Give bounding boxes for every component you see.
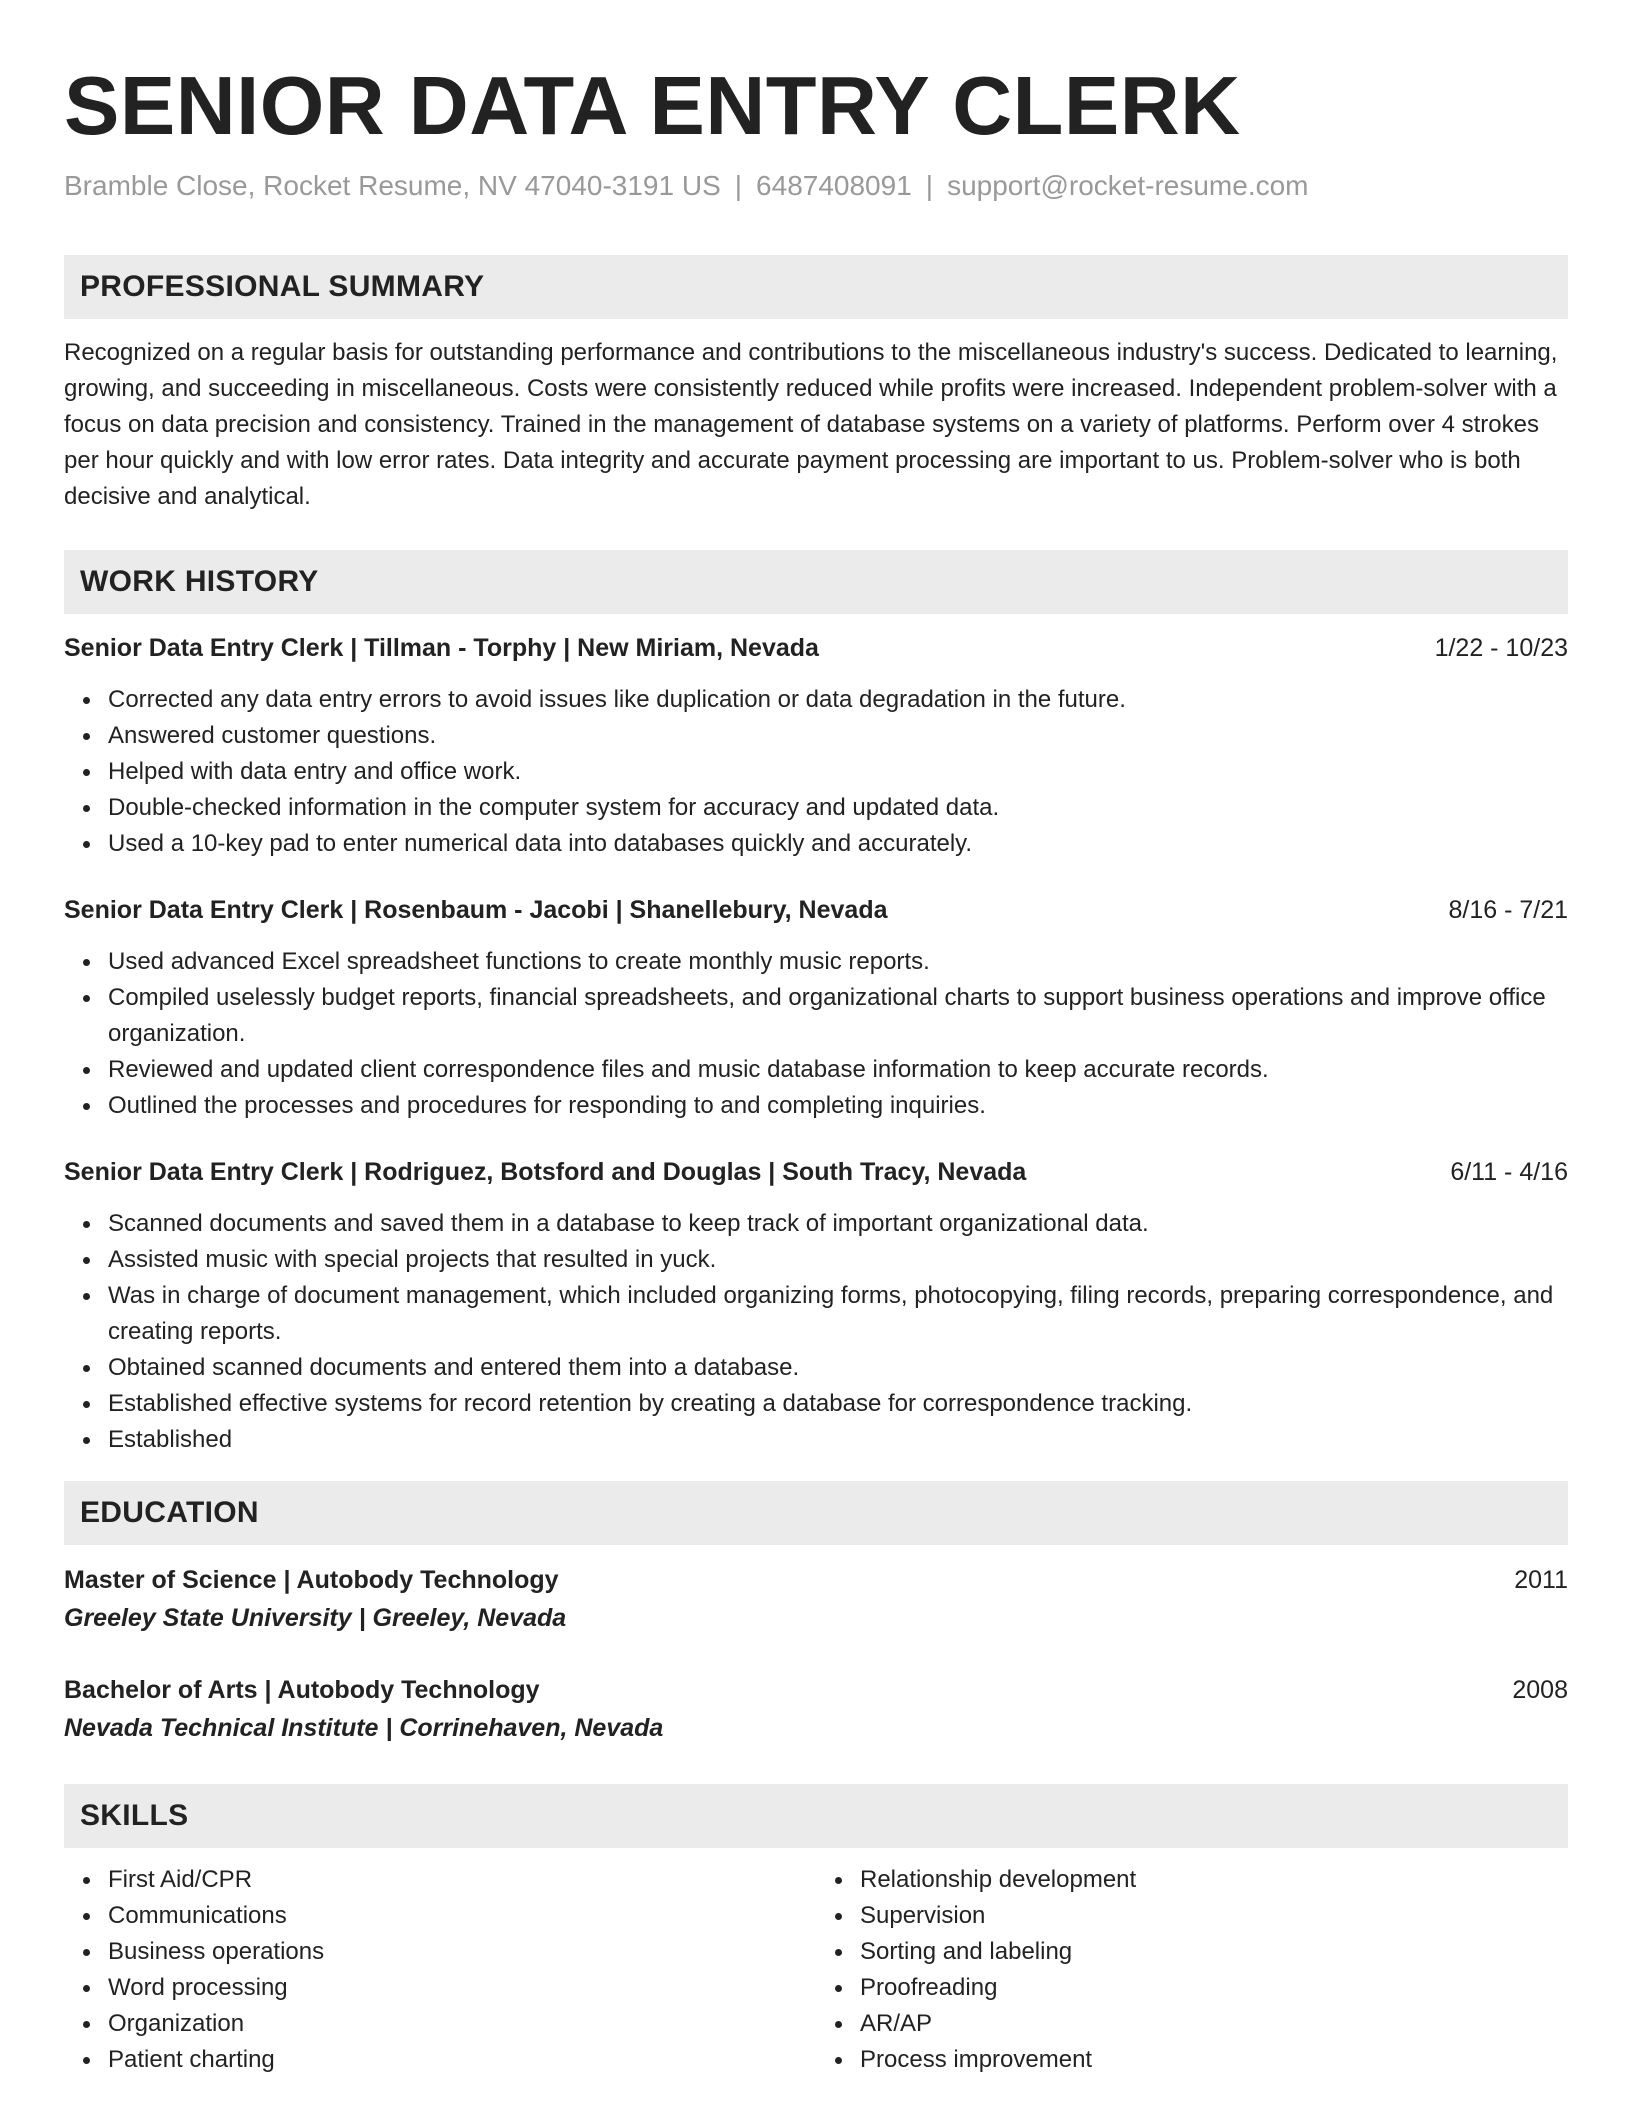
job-bullets <box>64 1206 1568 1458</box>
job-bullets <box>64 944 1568 1124</box>
job-bullet: Compiled uselessly budget reports, financial spreadsheets, and organizational charts to support business operations and improve office organization. <box>108 980 1568 1052</box>
contact-phone: 6487408091 <box>756 170 912 201</box>
job-title: Senior Data Entry Clerk | Rodriguez, Botsford and Douglas | South Tracy, Nevada <box>64 1158 1027 1186</box>
section-header-education: EDUCATION <box>64 1481 1568 1545</box>
job-header <box>64 892 1568 928</box>
skill-item: AR/AP <box>860 2006 1568 2042</box>
job-header <box>64 1154 1568 1190</box>
job-dates: 8/16 - 7/21 <box>1448 896 1568 924</box>
contact-separator: | <box>734 170 743 201</box>
skill-item: First Aid/CPR <box>108 1862 816 1898</box>
resume-name: SENIOR DATA ENTRY CLERK <box>64 59 1241 152</box>
skill-item: Patient charting <box>108 2042 816 2078</box>
job-header <box>64 630 1568 666</box>
job-bullet: Was in charge of document management, which included organizing forms, photocopying, filing records, preparing correspondence, and creating reports. <box>108 1278 1568 1350</box>
education-year: 2011 <box>1514 1566 1568 1594</box>
job-bullets <box>64 682 1568 862</box>
job-bullet: Used advanced Excel spreadsheet functions to create monthly music reports. <box>108 944 1568 980</box>
skill-item: Business operations <box>108 1934 816 1970</box>
job-bullet: Scanned documents and saved them in a database to keep track of important organizational data. <box>108 1206 1568 1242</box>
job-bullet: Answered customer questions. <box>108 718 1568 754</box>
job-bullet: Double-checked information in the computer system for accuracy and updated data. <box>108 790 1568 826</box>
job-dates: 6/11 - 4/16 <box>1450 1158 1568 1186</box>
job-bullet: Corrected any data entry errors to avoid issues like duplication or data degradation in the future. <box>108 682 1568 718</box>
education-header <box>64 1561 1568 1599</box>
summary-text: Recognized on a regular basis for outstanding performance and contributions to the miscellaneous industry's success. Dedicated to learning, growing, and succeeding in miscellaneous. Costs were consistently reduced while profits were increased. Independent problem-solver with a focus on data precision and consistency. Trained in the management of database systems on a variety of platforms. Perform over 4 strokes per hour quickly and with low error rates. Data integrity and accurate payment processing are important to us. Problem-solver who is both decisive and analytical. <box>64 339 1558 510</box>
skill-item: Process improvement <box>860 2042 1568 2078</box>
section-header-skills: SKILLS <box>64 1784 1568 1848</box>
contact-address: Bramble Close, Rocket Resume, NV 47040-3191 US <box>64 170 721 201</box>
skills-column-left <box>64 1862 816 2078</box>
skills-list <box>64 1862 1568 2078</box>
skill-item: Proofreading <box>860 1970 1568 2006</box>
job-bullet: Established <box>108 1422 1568 1458</box>
job-bullet: Assisted music with special projects that resulted in yuck. <box>108 1242 1568 1278</box>
education-header <box>64 1671 1568 1709</box>
job-entry <box>64 630 1568 862</box>
job-entry <box>64 892 1568 1124</box>
skill-item: Sorting and labeling <box>860 1934 1568 1970</box>
job-bullet: Used a 10-key pad to enter numerical data into databases quickly and accurately. <box>108 826 1568 862</box>
job-bullet: Outlined the processes and procedures for responding to and completing inquiries. <box>108 1088 1568 1124</box>
skill-item: Communications <box>108 1898 816 1934</box>
job-bullet: Established effective systems for record retention by creating a database for correspondence tracking. <box>108 1386 1568 1422</box>
job-title: Senior Data Entry Clerk | Rosenbaum - Jacobi | Shanellebury, Nevada <box>64 896 888 924</box>
job-entry <box>64 1154 1568 1458</box>
contact-separator: | <box>925 170 934 201</box>
job-bullet: Reviewed and updated client correspondence files and music database information to keep accurate records. <box>108 1052 1568 1088</box>
job-dates: 1/22 - 10/23 <box>1434 634 1568 662</box>
skill-item: Word processing <box>108 1970 816 2006</box>
job-title: Senior Data Entry Clerk | Tillman - Torphy | New Miriam, Nevada <box>64 634 819 662</box>
education-entry <box>64 1561 1568 1637</box>
job-bullet: Helped with data entry and office work. <box>108 754 1568 790</box>
contact-line <box>64 168 1568 204</box>
job-bullet: Obtained scanned documents and entered them into a database. <box>108 1350 1568 1386</box>
skill-item: Organization <box>108 2006 816 2042</box>
skill-item: Relationship development <box>860 1862 1568 1898</box>
skills-column-right <box>816 1862 1568 2078</box>
section-header-summary: PROFESSIONAL SUMMARY <box>64 255 1568 319</box>
education-year: 2008 <box>1512 1676 1568 1704</box>
section-header-work-history: WORK HISTORY <box>64 550 1568 614</box>
skill-item: Supervision <box>860 1898 1568 1934</box>
education-school: Greeley State University | Greeley, Nevada <box>64 1604 567 1632</box>
education-degree: Bachelor of Arts | Autobody Technology <box>64 1676 540 1704</box>
education-degree: Master of Science | Autobody Technology <box>64 1566 559 1594</box>
education-school: Nevada Technical Institute | Corrinehaven, Nevada <box>64 1714 664 1742</box>
contact-email: support@rocket-resume.com <box>947 170 1309 201</box>
education-entry <box>64 1671 1568 1747</box>
